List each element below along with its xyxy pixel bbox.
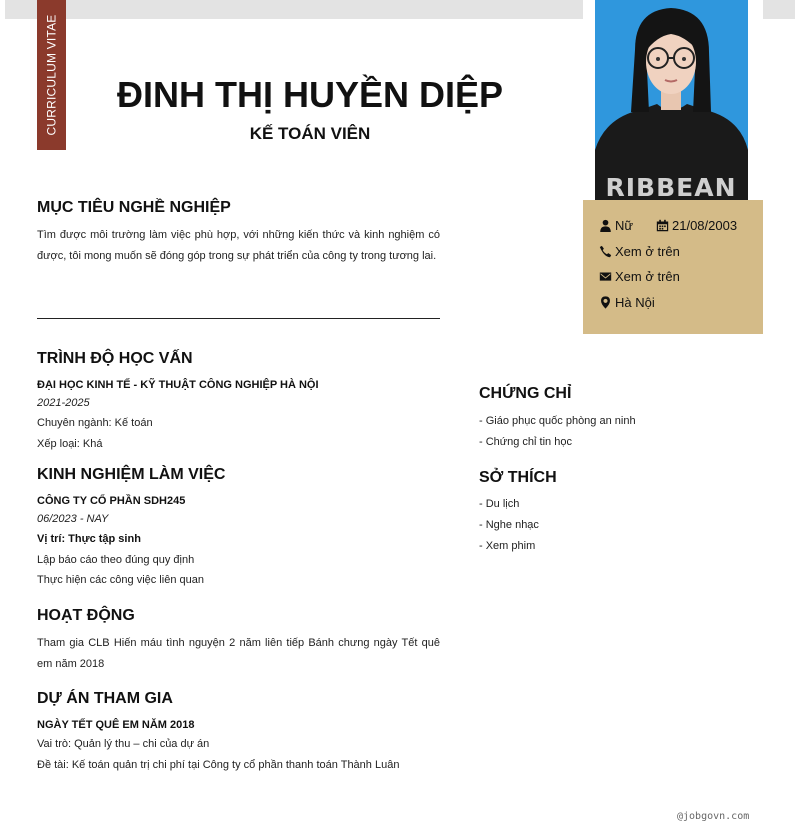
experience-title: KINH NGHIỆM LÀM VIỆC bbox=[37, 466, 226, 483]
dob-row bbox=[656, 218, 737, 233]
education-major: Chuyên ngành: Kế toán bbox=[37, 417, 153, 429]
experience-position: Vị trí: Thực tập sinh bbox=[37, 533, 141, 545]
address-row bbox=[599, 295, 655, 310]
email-value: Xem ở trên bbox=[615, 269, 680, 284]
experience-period: 06/2023 - NAY bbox=[37, 513, 109, 525]
shirt-print: RIBBEAN bbox=[605, 173, 737, 200]
curriculum-vitae-tab bbox=[37, 0, 66, 150]
gender-value: Nữ bbox=[615, 218, 634, 233]
objective-title: MỤC TIÊU NGHỀ NGHIỆP bbox=[37, 199, 231, 216]
envelope-icon bbox=[599, 270, 612, 283]
education-school: ĐẠI HỌC KINH TẾ - KỸ THUẬT CÔNG NGHIỆP HÀ NỘI bbox=[37, 379, 319, 391]
activities-text: Tham gia CLB Hiến máu tình nguyện 2 năm liên tiếp Bánh chưng ngày Tết quê em năm 2018 bbox=[37, 637, 440, 670]
activities-title: HOẠT ĐỘNG bbox=[37, 607, 135, 624]
candidate-name: ĐINH THỊ HUYỀN DIỆP bbox=[116, 74, 504, 115]
experience-task: Lập báo cáo theo đúng quy định bbox=[37, 554, 195, 566]
education-rank: Xếp loại: Khá bbox=[37, 438, 103, 450]
section-divider bbox=[37, 318, 440, 319]
phone-icon bbox=[599, 245, 612, 258]
project-topic: Đề tài: Kế toán quản trị chi phí tại Công ty cổ phần thanh toán Thành Luân bbox=[37, 759, 400, 771]
calendar-icon bbox=[656, 219, 669, 232]
personal-info-box bbox=[583, 200, 763, 334]
phone-row bbox=[599, 244, 680, 259]
address-value: Hà Nội bbox=[615, 295, 655, 310]
dob-value: 21/08/2003 bbox=[672, 218, 738, 233]
hobby-item: - Xem phim bbox=[479, 540, 536, 552]
phone-value: Xem ở trên bbox=[615, 244, 680, 259]
candidate-role: KẾ TOÁN VIÊN bbox=[249, 124, 371, 143]
projects-title: DỰ ÁN THAM GIA bbox=[37, 690, 173, 707]
top-bar-left bbox=[5, 0, 583, 19]
hobby-item: - Nghe nhạc bbox=[479, 519, 539, 531]
project-role: Vai trò: Quản lý thu – chi của dự án bbox=[37, 738, 210, 750]
watermark: @jobgovn.com bbox=[677, 811, 750, 822]
top-bar-right bbox=[763, 0, 795, 19]
education-title: TRÌNH ĐỘ HỌC VẤN bbox=[37, 350, 193, 367]
experience-task: Thực hiện các công việc liên quan bbox=[37, 574, 204, 586]
vertical-label: CURRICULUM VITAE bbox=[44, 14, 59, 136]
user-icon bbox=[599, 219, 612, 232]
gender-row bbox=[599, 218, 633, 233]
hobby-item: - Du lịch bbox=[479, 498, 520, 510]
education-period: 2021-2025 bbox=[37, 397, 90, 409]
objective-text: Tìm được môi trường làm việc phù hợp, với những kiến thức và kinh nghiệm có được, tôi mong muốn sẽ đóng góp trong sự phát triển của công ty trong tương lai. bbox=[37, 229, 440, 262]
map-pin-icon bbox=[599, 296, 612, 309]
experience-company: CÔNG TY CỔ PHẦN SDH245 bbox=[37, 495, 186, 507]
profile-photo bbox=[595, 0, 748, 200]
certificate-item: - Chứng chỉ tin học bbox=[479, 436, 572, 448]
certificates-title: CHỨNG CHỈ bbox=[479, 385, 572, 402]
project-name: NGÀY TẾT QUÊ EM NĂM 2018 bbox=[37, 719, 195, 731]
certificate-item: - Giáo phục quốc phòng an ninh bbox=[479, 415, 636, 427]
email-row bbox=[599, 269, 680, 284]
hobbies-title: SỞ THÍCH bbox=[479, 469, 557, 486]
